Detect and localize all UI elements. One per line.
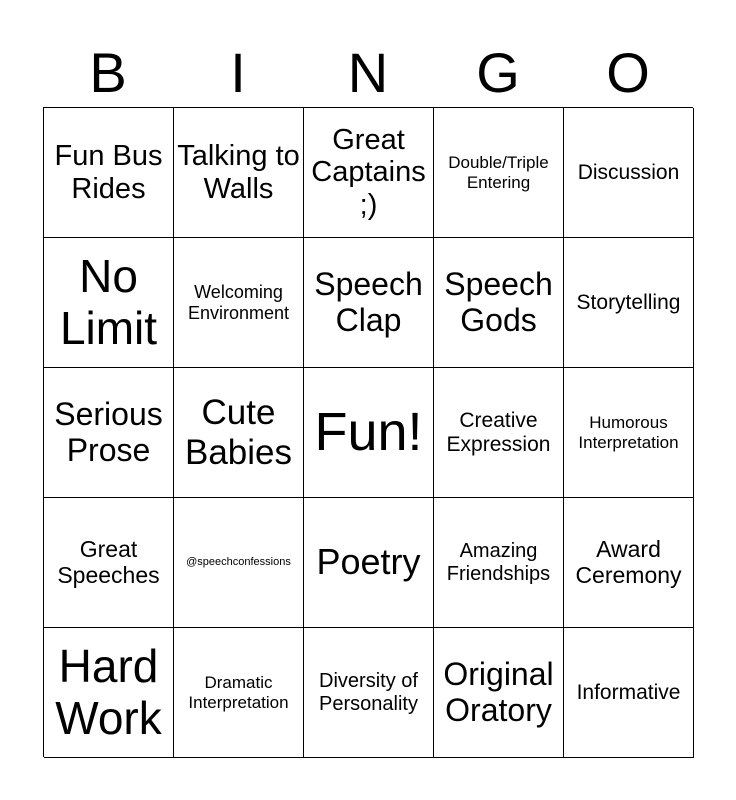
cell-label: Discussion — [577, 160, 680, 184]
bingo-cell[interactable] — [304, 628, 434, 758]
cell-label: Dramatic Interpretation — [188, 673, 289, 712]
cell-label: No Limit — [59, 249, 158, 354]
cell-label: Welcoming Environment — [187, 282, 290, 323]
cell-label: Diversity of Personality — [319, 670, 418, 715]
cell-label: Cute Babies — [184, 393, 293, 472]
bingo-cell[interactable] — [174, 628, 304, 758]
bingo-cell[interactable] — [564, 628, 694, 758]
bingo-cell[interactable] — [174, 368, 304, 498]
cell-label: @speechconfessions — [186, 556, 291, 569]
cell-label: Double/Triple Entering — [448, 153, 549, 192]
cell-label: Poetry — [316, 541, 421, 583]
header-letter-i: I — [230, 41, 246, 104]
cell-label: Humorous Interpretation — [578, 413, 679, 452]
bingo-cell[interactable] — [44, 238, 174, 368]
bingo-cell[interactable] — [304, 238, 434, 368]
bingo-cell[interactable] — [174, 498, 304, 628]
bingo-cell-center[interactable] — [304, 368, 434, 498]
bingo-cell[interactable] — [564, 238, 694, 368]
bingo-cell[interactable] — [304, 498, 434, 628]
header-letter-g: G — [476, 41, 520, 104]
cell-label: Speech Clap — [314, 265, 423, 338]
cell-label: Fun! — [314, 402, 423, 463]
cell-label: Amazing Friendships — [446, 540, 551, 585]
cell-label: Great Speeches — [57, 535, 160, 588]
bingo-cell[interactable] — [174, 238, 304, 368]
header-letter-b: B — [89, 41, 127, 104]
bingo-cell[interactable] — [304, 108, 434, 238]
cell-label: Award Ceremony — [575, 535, 682, 588]
bingo-cell[interactable] — [44, 108, 174, 238]
cell-label: Serious Prose — [54, 395, 163, 468]
cell-label: Informative — [576, 680, 681, 704]
cell-label: Talking to Walls — [177, 140, 300, 205]
cell-label: Original Oratory — [443, 655, 554, 728]
cell-label: Speech Gods — [444, 265, 553, 338]
bingo-cell[interactable] — [44, 368, 174, 498]
header-letter-o: O — [606, 41, 650, 104]
bingo-cell[interactable] — [564, 368, 694, 498]
bingo-cell[interactable] — [174, 108, 304, 238]
bingo-cell[interactable] — [564, 108, 694, 238]
header-letter-n: N — [347, 41, 389, 104]
bingo-cell[interactable] — [434, 108, 564, 238]
bingo-cell[interactable] — [434, 498, 564, 628]
bingo-cell[interactable] — [434, 368, 564, 498]
cell-label: Creative Expression — [446, 408, 551, 456]
bingo-cell[interactable] — [44, 498, 174, 628]
cell-label: Great Captains ;) — [311, 123, 426, 221]
bingo-board — [43, 107, 693, 757]
bingo-header — [43, 40, 693, 106]
cell-label: Hard Work — [55, 639, 162, 744]
cell-label: Fun Bus Rides — [54, 140, 163, 205]
bingo-cell[interactable] — [434, 238, 564, 368]
cell-label: Storytelling — [576, 290, 681, 314]
bingo-cell[interactable] — [564, 498, 694, 628]
bingo-cell[interactable] — [434, 628, 564, 758]
bingo-cell[interactable] — [44, 628, 174, 758]
